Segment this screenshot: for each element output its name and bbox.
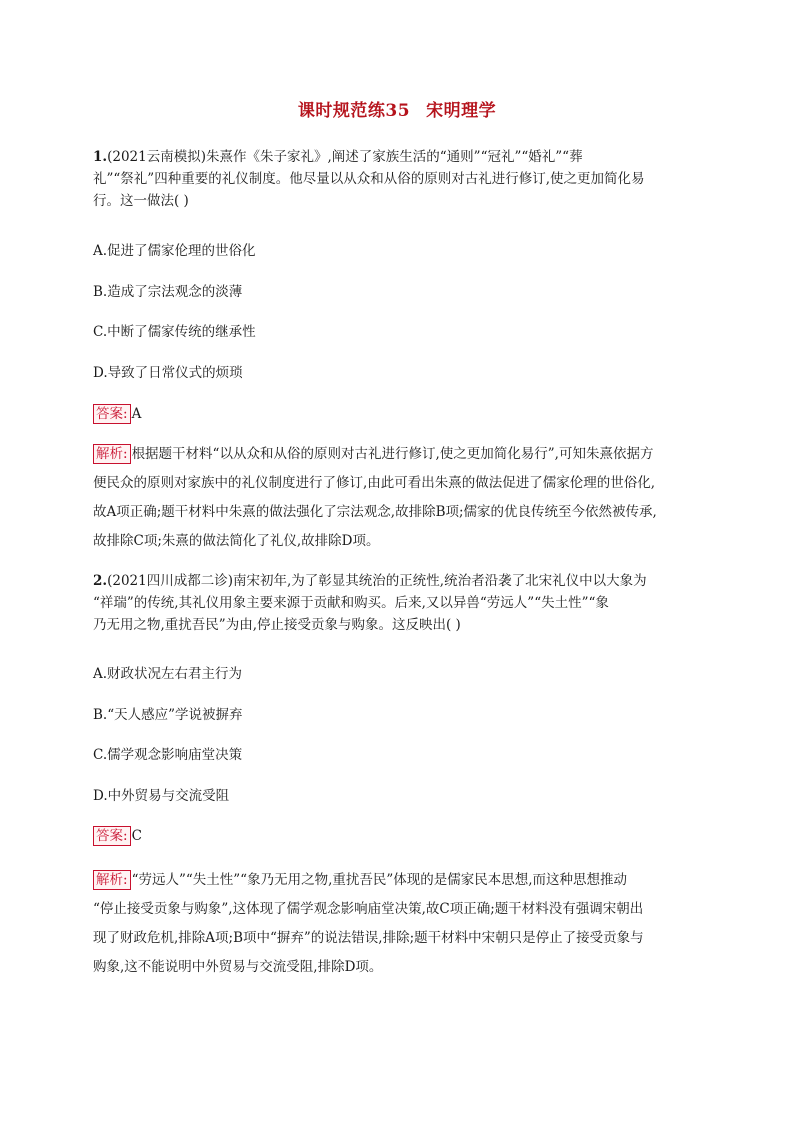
analysis-line: 便民众的原则对家族中的礼仪制度进行了修订,由此可看出朱熹的做法促进了儒家伦理的世俗化, xyxy=(93,475,656,491)
stem-line: 礼”“祭礼”四种重要的礼仪制度。他尽量以从众和从俗的原则对古礼进行修订,使之更加简化易 xyxy=(93,171,645,187)
question-2-option-d: D.中外贸易与交流受阻 xyxy=(93,788,230,804)
analysis-tag: 解析: xyxy=(93,444,131,464)
stem-line: (2021云南模拟)朱熹作《朱子家礼》,阐述了家族生活的“通则”“冠礼”“婚礼”“葬 xyxy=(107,149,583,165)
stem-line: 乃无用之物,重扰吾民”为由,停止接受贡象与购象。这反映出( ) xyxy=(93,617,461,633)
question-2-option-a: A.财政状况左右君主行为 xyxy=(93,666,243,682)
question-2-option-b: B.“天人感应”学说被摒弃 xyxy=(93,707,243,723)
question-2-analysis xyxy=(93,866,713,982)
answer-value: A xyxy=(131,406,142,422)
stem-line: (2021四川成都二诊)南宋初年,为了彰显其统治的正统性,统治者沿袭了北宋礼仪中以大象为 xyxy=(107,573,647,589)
analysis-line: 故排除C项;朱熹的做法简化了礼仪,故排除D项。 xyxy=(93,533,380,549)
analysis-line: “停止接受贡象与购象”,这体现了儒学观念影响庙堂决策,故C项正确;题干材料没有强调宋朝出 xyxy=(93,901,644,917)
stem-line: 行。这一做法( ) xyxy=(93,193,189,209)
question-1-option-b: B.造成了宗法观念的淡薄 xyxy=(93,284,243,300)
question-1-option-a: A.促进了儒家伦理的世俗化 xyxy=(93,243,256,259)
question-2-answer xyxy=(93,826,142,846)
answer-tag: 答案: xyxy=(93,826,131,846)
stem-line: “祥瑞”的传统,其礼仪用象主要来源于贡献和购买。后来,又以异兽“劳远人”“失土性”“象 xyxy=(93,595,609,611)
page-title xyxy=(0,96,794,121)
question-2-option-c: C.儒学观念影响庙堂决策 xyxy=(93,747,243,763)
answer-tag: 答案: xyxy=(93,404,131,424)
answer-value: C xyxy=(131,828,142,844)
question-2-stem xyxy=(93,570,708,636)
analysis-line: “劳远人”“失土性”“象乃无用之物,重扰吾民”体现的是儒家民本思想,而这种思想推动 xyxy=(131,872,628,888)
question-1-option-d: D.导致了日常仪式的烦琐 xyxy=(93,365,243,381)
question-number: 2. xyxy=(93,573,108,589)
question-1-option-c: C.中断了儒家传统的继承性 xyxy=(93,324,256,340)
analysis-line: 购象,这不能说明中外贸易与交流受阻,排除D项。 xyxy=(93,959,383,975)
question-number: 1. xyxy=(93,149,108,165)
analysis-line: 根据题干材料“以从众和从俗的原则对古礼进行修订,使之更加简化易行”,可知朱熹依据方 xyxy=(131,446,654,462)
question-1-answer xyxy=(93,404,141,424)
analysis-line: 现了财政危机,排除A项;B项中“摒弃”的说法错误,排除;题干材料中宋朝只是停止了接受贡象与 xyxy=(93,930,644,946)
question-1-analysis xyxy=(93,440,713,556)
title-subtitle: 宋明理学 xyxy=(426,101,497,121)
analysis-tag: 解析: xyxy=(93,870,131,890)
analysis-line: 故A项正确;题干材料中朱熹的做法强化了宗法观念,故排除B项;儒家的优良传统至今依然被传承, xyxy=(93,504,657,520)
title-main: 课时规范练35 xyxy=(297,101,411,121)
question-1-stem xyxy=(93,146,708,212)
